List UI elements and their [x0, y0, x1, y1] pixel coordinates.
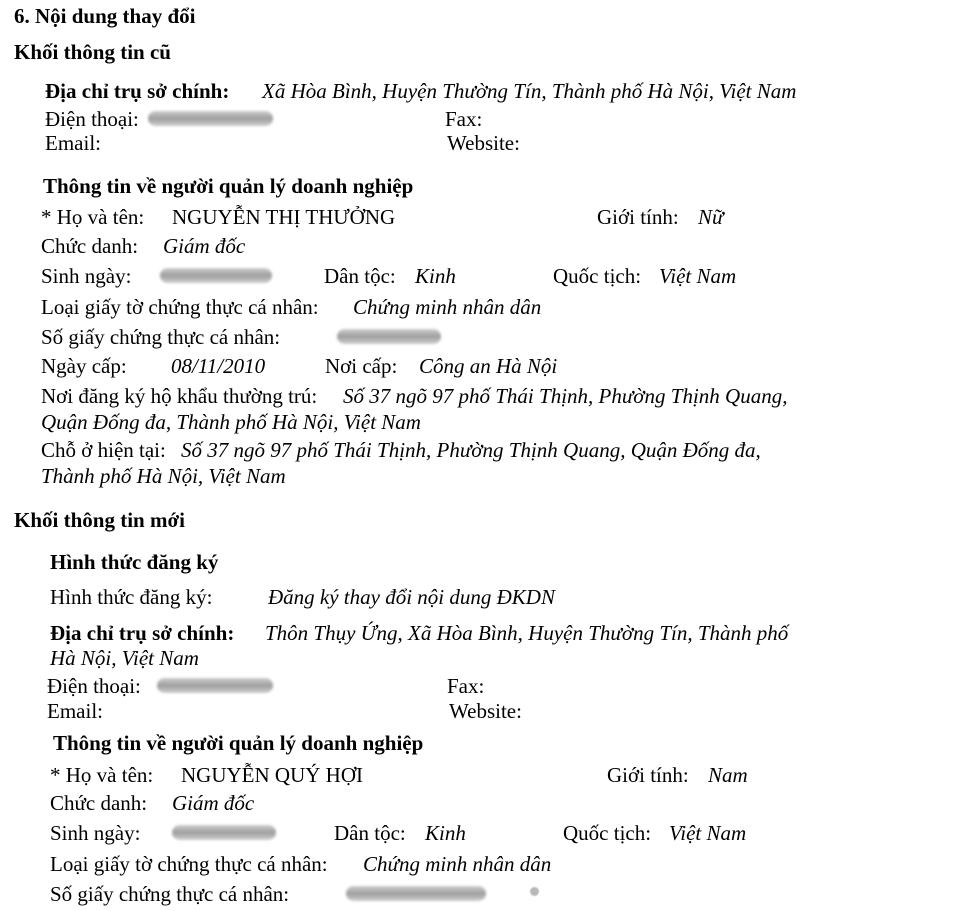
old-id-type-value: Chứng minh nhân dân	[353, 295, 542, 319]
new-fax-label: Fax:	[447, 674, 485, 698]
new-address-value-2: Hà Nội, Việt Nam	[50, 646, 199, 670]
new-gender-label: Giới tính:	[607, 763, 689, 787]
new-nationality-value: Việt Nam	[669, 821, 747, 845]
new-website-label: Website:	[449, 699, 522, 723]
new-id-number-redacted	[346, 886, 486, 901]
new-id-type-label: Loại giấy tờ chứng thực cá nhân:	[50, 852, 328, 876]
old-current-value-1: Số 37 ngõ 97 phố Thái Thịnh, Phường Thịnh Quang, Quận Đống đa,	[181, 438, 761, 462]
old-issue-place-label: Nơi cấp:	[325, 354, 398, 378]
old-nationality-value: Việt Nam	[659, 264, 737, 288]
new-ethnicity-value: Kinh	[425, 821, 466, 845]
new-reg-label: Hình thức đăng ký:	[50, 585, 213, 609]
new-name-value: NGUYỄN QUÝ HỢI	[181, 763, 363, 787]
old-birth-redacted	[160, 268, 272, 283]
old-nationality-label: Quốc tịch:	[553, 264, 642, 288]
old-ethnicity-value: Kinh	[415, 264, 456, 288]
old-id-number-label: Số giấy chứng thực cá nhân:	[41, 325, 281, 349]
new-ethnicity-label: Dân tộc:	[334, 821, 406, 845]
old-phone-label: Điện thoại:	[45, 107, 139, 131]
old-current-label: Chỗ ở hiện tại:	[41, 438, 166, 462]
old-title-label: Chức danh:	[41, 234, 139, 258]
old-fax-label: Fax:	[445, 107, 483, 131]
old-residence-label: Nơi đăng ký hộ khẩu thường trú:	[41, 384, 318, 408]
old-issue-place-value: Công an Hà Nội	[419, 354, 558, 378]
new-id-type-value: Chứng minh nhân dân	[363, 852, 552, 876]
new-id-number-label: Số giấy chứng thực cá nhân:	[50, 882, 290, 906]
old-issue-date-value: 08/11/2010	[171, 354, 266, 378]
new-phone-redacted	[157, 678, 273, 693]
new-email-label: Email:	[47, 699, 103, 723]
old-gender-value: Nữ	[698, 205, 724, 229]
new-phone-label: Điện thoại:	[47, 674, 141, 698]
old-phone-redacted	[148, 111, 273, 126]
old-residence-value-1: Số 37 ngõ 97 phố Thái Thịnh, Phường Thịnh Quang,	[343, 384, 788, 408]
old-name-value: NGUYỄN THỊ THƯỞNG	[172, 205, 396, 229]
new-manager-heading: Thông tin về người quản lý doanh nghiệp	[53, 731, 424, 755]
old-birth-label: Sinh ngày:	[41, 264, 132, 288]
new-address-value-1: Thôn Thụy Ứng, Xã Hòa Bình, Huyện Thường Tín, Thành phố	[265, 621, 789, 645]
new-reg-value: Đăng ký thay đổi nội dung ĐKDN	[268, 585, 555, 609]
new-name-label: * Họ và tên:	[50, 763, 154, 787]
new-title-value: Giám đốc	[172, 791, 255, 815]
new-block-heading: Khối thông tin mới	[14, 508, 185, 532]
old-id-number-redacted	[337, 329, 441, 344]
section-title: 6. Nội dung thay đổi	[14, 4, 196, 28]
old-gender-label: Giới tính:	[597, 205, 679, 229]
old-residence-value-2: Quận Đống đa, Thành phố Hà Nội, Việt Nam	[41, 410, 421, 434]
new-birth-label: Sinh ngày:	[50, 821, 141, 845]
new-title-label: Chức danh:	[50, 791, 148, 815]
new-address-label: Địa chỉ trụ sở chính:	[50, 621, 235, 645]
old-address-value: Xã Hòa Bình, Huyện Thường Tín, Thành phố Hà Nội, Việt Nam	[262, 79, 797, 103]
old-name-label: * Họ và tên:	[41, 205, 145, 229]
new-reg-heading: Hình thức đăng ký	[50, 550, 219, 574]
new-gender-value: Nam	[708, 763, 748, 787]
old-block-heading: Khối thông tin cũ	[14, 40, 171, 64]
old-manager-heading: Thông tin về người quản lý doanh nghiệp	[43, 174, 414, 198]
old-id-type-label: Loại giấy tờ chứng thực cá nhân:	[41, 295, 319, 319]
old-title-value: Giám đốc	[163, 234, 246, 258]
old-current-value-2: Thành phố Hà Nội, Việt Nam	[41, 464, 286, 488]
old-ethnicity-label: Dân tộc:	[324, 264, 396, 288]
new-birth-redacted	[172, 825, 276, 840]
old-website-label: Website:	[447, 131, 520, 155]
old-email-label: Email:	[45, 131, 101, 155]
new-nationality-label: Quốc tịch:	[563, 821, 652, 845]
old-issue-date-label: Ngày cấp:	[41, 354, 127, 378]
stray-mark	[530, 887, 539, 896]
old-address-label: Địa chỉ trụ sở chính:	[45, 79, 230, 103]
